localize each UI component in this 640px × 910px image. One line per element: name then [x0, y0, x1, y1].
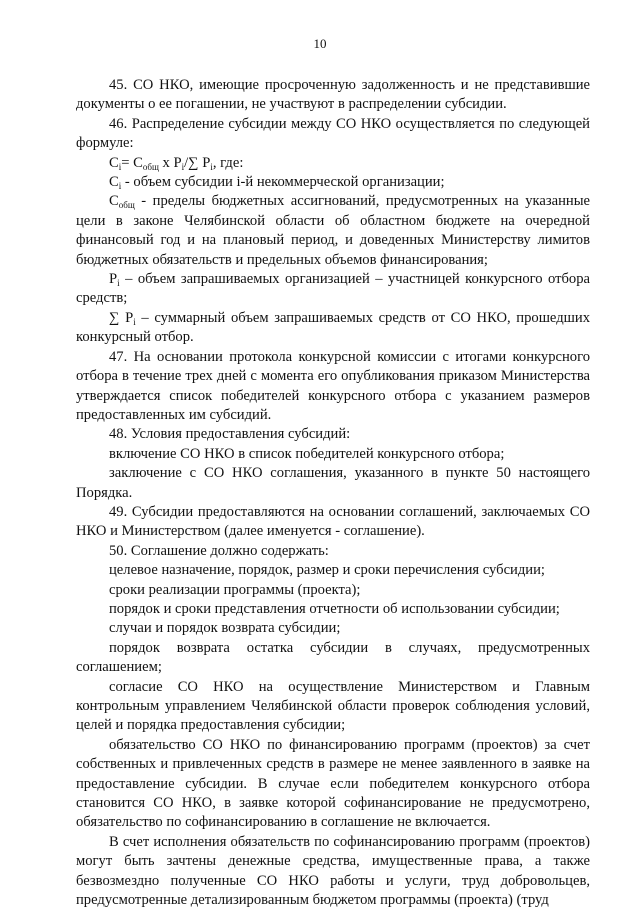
paragraph-48: 48. Условия предоставления субсидий: [109, 426, 351, 443]
paragraph-46: 46. Распределение субсидии между СО НКО осуществляется по следующей формуле: [76, 115, 590, 152]
def-ctotal-text: - пределы бюджетных ассигнований, предусмотренных на указанные цели в законе Челябинской области об областном бюджете на очередной финансовый год и на плановый период, и доведенных Министерству лимитов бюджетных обязательств и предельных объемов финансирования; [76, 193, 590, 268]
agreement-item: порядок и сроки представления отчетности об использовании субсидии; [109, 600, 560, 617]
formula-p-sub: i [181, 161, 185, 172]
formula-c-total: C [133, 154, 143, 171]
paragraph-50: 50. Соглашение должно содержать: [109, 542, 329, 559]
def-ci-sub: i [118, 181, 122, 192]
def-sum-symbol: ∑ [109, 309, 126, 326]
def-sum-p: P [125, 309, 134, 326]
def-sum-text: – суммарный объем запрашиваемых средств от СО НКО, прошедших конкурсный отбор. [76, 309, 590, 346]
paragraph-47: 47. На основании протокола конкурсной комиссии с итогами конкурсного отбора в течение трех дней с момента его опубликования приказом Министерства утверждается список победителей конкурсного отбора с указанием размеров предоставленных им субсидий. [76, 348, 590, 423]
def-pi-sub: i [117, 278, 120, 289]
definition-ctotal [76, 192, 590, 270]
cofinancing-paragraph: В счет исполнения обязательств по софинансированию программ (проектов) могут быть зачтены денежные средства, имущественные права, а также безвозмездно полученные СО НКО работы и услуги, труд добровольцев, предусмотренные детализированным бюджетом программы (проекта) (труд [76, 833, 590, 909]
formula-p2-sub: i [210, 161, 213, 172]
condition-item: включение СО НКО в список победителей конкурсного отбора; [109, 445, 505, 462]
formula-eq: = [121, 154, 134, 171]
formula-p2: P [202, 154, 211, 171]
agreement-item: обязательство СО НКО по финансированию программ (проектов) за счет собственных и привлеченных средств в размере не менее заявленного в заявке на предоставление субсидии. В случае если победителем конкурсного отбора становится СО НКО, в заявке которой софинансирование не предусмотрено, обязательство по софинансированию в соглашение не включается. [76, 736, 590, 831]
def-ctotal-sub: общ [118, 200, 135, 211]
agreement-item: согласие СО НКО на осуществление Министерством и Главным контрольным управлением Челябинской области проверок соблюдения условий, целей и порядка предоставления субсидии; [76, 678, 590, 734]
formula-times: x [158, 154, 174, 171]
formula-where: , где: [212, 154, 244, 171]
formula-div: /∑ [184, 154, 203, 171]
paragraph-45: 45. СО НКО, имеющие просроченную задолженность и не представившие документы о ее погашении, не участвуют в распределении субсидии. [76, 77, 590, 113]
formula-c-total-sub: общ [142, 161, 159, 172]
def-pi-text: – объем запрашиваемых организацией – участницей конкурсного отбора средств; [76, 271, 590, 307]
formula-p: P [173, 154, 182, 171]
formula-line [76, 154, 590, 173]
definition-sum [76, 309, 590, 348]
page-number: 10 [313, 36, 327, 51]
agreement-item: порядок возврата остатка субсидии в случаях, предусмотренных соглашением; [76, 639, 590, 676]
def-sum-sub: i [133, 316, 136, 327]
document-body [76, 76, 590, 910]
def-ci-symbol: C [109, 174, 119, 191]
definition-ci [76, 173, 590, 192]
definition-pi [76, 270, 590, 309]
formula-c-sub: i [118, 161, 122, 172]
agreement-item: случаи и порядок возврата субсидии; [109, 620, 341, 637]
formula-c: C [109, 154, 119, 171]
def-pi-symbol: P [109, 271, 118, 288]
def-ci-text: - объем субсидии i-й некоммерческой организации; [121, 174, 445, 191]
agreement-item: сроки реализации программы (проекта); [109, 581, 361, 598]
condition-item: заключение с СО НКО соглашения, указанного в пункте 50 настоящего Порядка. [76, 465, 590, 501]
agreement-item: целевое назначение, порядок, размер и сроки перечисления субсидии; [109, 562, 545, 579]
paragraph-49: 49. Субсидии предоставляются на основании соглашений, заключаемых СО НКО и Министерством (далее именуется - соглашение). [76, 503, 590, 540]
def-ctotal-symbol: C [109, 193, 119, 210]
